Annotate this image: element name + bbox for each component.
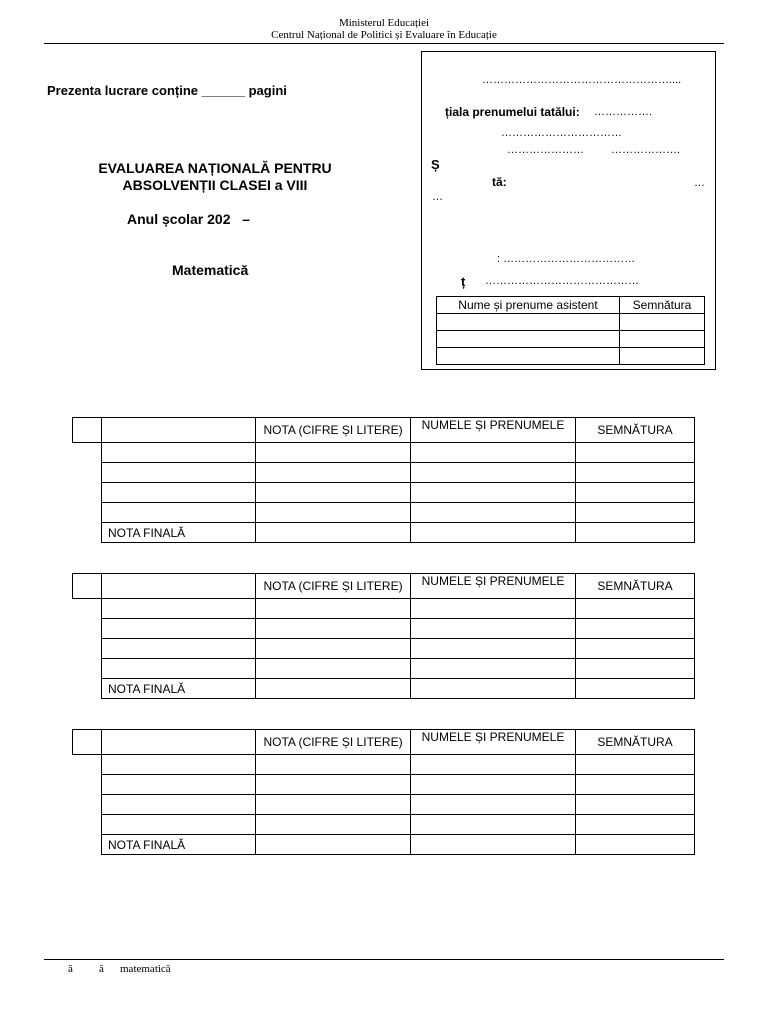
id-line1-dots: …………………………………………….... [482,74,682,86]
footer-rule [44,959,724,960]
signature-header: SEMNĂTURA [576,730,695,755]
id-line9-dots: …………………………………… [485,275,639,287]
label-cell [102,730,256,755]
row-cell [102,659,256,679]
id-line7-dots: … [432,191,443,203]
row-cell [102,795,256,815]
row-cell [102,443,256,463]
ministry-name: Ministerul Educației [338,17,430,29]
final-grade-label: NOTA FINALĂ [102,835,256,855]
father-initial-label: țiala prenumelui tatălui: [445,105,580,119]
number-cell [73,418,102,443]
header-rule [44,43,724,44]
grade-header: NOTA (CIFRE ȘI LITERE) [256,730,411,755]
id-line6-dots: … [694,177,705,189]
id-line8-dots: : ……………………………… [497,253,636,265]
final-grade-label: NOTA FINALĂ [102,523,256,543]
grade-table-1 [72,417,695,543]
row-cell [102,483,256,503]
row-cell [102,619,256,639]
footer-mark-a: ă [68,963,73,975]
row-cell [102,599,256,619]
label-cell [102,574,256,599]
id-line5-mark: Ș [431,157,440,172]
signature-header: SEMNĂTURA [576,418,695,443]
name-header: NUMELE ȘI PRENUMELE [411,418,576,443]
signature-header: SEMNĂTURA [576,574,695,599]
assistant-name-cell [437,331,620,348]
assistant-signature-cell [620,331,705,348]
id-line4-dots-b: ………………. [611,144,681,156]
number-cell [73,730,102,755]
id-line4-dots-a: ………………… [507,144,584,156]
footer-subject: matematică [120,963,171,975]
row-cell [102,503,256,523]
id-line6-label: tă: [492,175,507,189]
number-cell [73,574,102,599]
exam-title-line2: ABSOLVENȚII CLASEI a VIII [122,177,308,193]
row-cell [102,463,256,483]
assistant-name-header: Nume și prenume asistent [437,297,620,314]
assistant-name-cell [437,348,620,365]
assistant-signature-header: Semnătura [620,297,705,314]
subject-title: Matematică [172,262,249,278]
row-cell [102,815,256,835]
label-cell [102,418,256,443]
school-year: Anul școlar 202 – [127,211,250,227]
assistant-signature-cell [620,348,705,365]
id-line3-dots: …………………………… [501,127,622,139]
center-name: Centrul Național de Politici și Evaluare în Educație [271,29,497,41]
father-initial-dots: ……………. [594,106,653,118]
assistant-table [436,296,705,365]
row-cell [102,755,256,775]
name-header: NUMELE ȘI PRENUMELE [411,574,576,599]
grade-table-2 [72,573,695,699]
grade-table-3 [72,729,695,855]
id-line9-mark: ț [461,274,466,289]
name-header: NUMELE ȘI PRENUMELE [411,730,576,755]
pages-statement: Prezenta lucrare conține ______ pagini [47,83,287,98]
final-grade-label: NOTA FINALĂ [102,679,256,699]
assistant-signature-cell [620,314,705,331]
row-cell [102,775,256,795]
row-cell [102,639,256,659]
assistant-name-cell [437,314,620,331]
exam-title-line1: EVALUAREA NAȚIONALĂ PENTRU [98,160,332,176]
grade-header: NOTA (CIFRE ȘI LITERE) [256,574,411,599]
grade-header: NOTA (CIFRE ȘI LITERE) [256,418,411,443]
footer-mark-b: ă [99,963,104,975]
